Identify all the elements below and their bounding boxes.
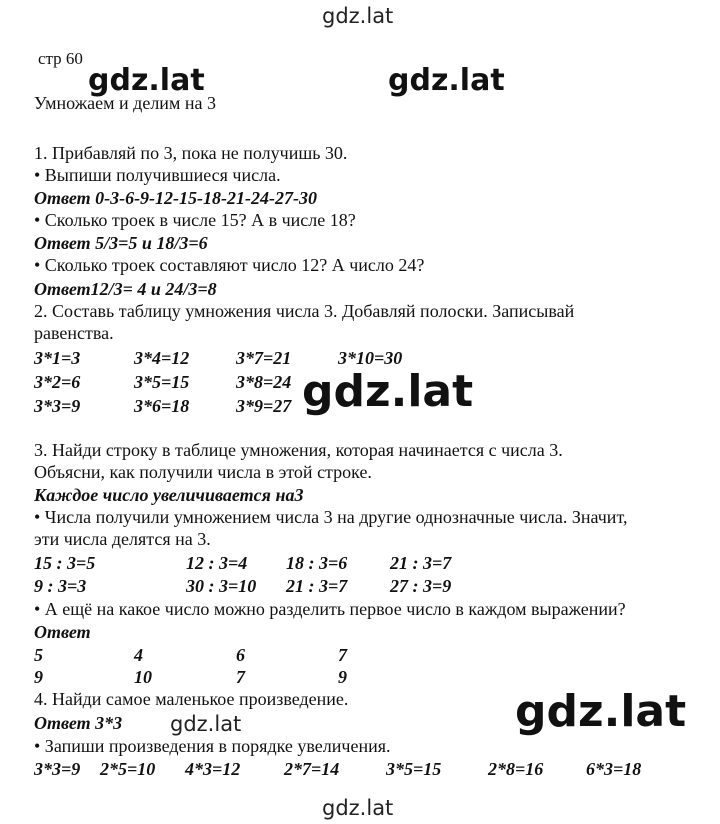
page-title: Умножаем и делим на 3 — [34, 93, 216, 113]
sequence-item: 3*3=9 — [34, 759, 81, 779]
watermark-header-right: gdz.lat — [388, 63, 505, 98]
task1-answer2: Ответ 5/3=5 и 18/3=6 — [34, 233, 208, 253]
task4-text: 4. Найди самое маленькое произведение. — [34, 689, 349, 709]
sequence-item: 3*5=15 — [386, 759, 442, 779]
task1-answer3: Ответ12/3= 4 и 24/3=8 — [34, 279, 217, 299]
division-cell: 9 : 3=3 — [34, 576, 87, 596]
sequence-item: 6*3=18 — [586, 759, 642, 779]
sequence-item: 2*8=16 — [488, 759, 544, 779]
watermark-inline: gdz.lat — [170, 712, 242, 736]
watermark-top: gdz.lat — [322, 4, 394, 28]
task3-line1: 3. Найди строку в таблице умножения, которая начинается с числа 3. — [34, 440, 563, 460]
answer-cell: 9 — [338, 667, 347, 687]
mult-table-cell: 3*9=27 — [236, 396, 292, 416]
watermark-middle: gdz.lat — [302, 366, 474, 417]
mult-table-cell: 3*10=30 — [338, 348, 403, 368]
sequence-item: 4*3=12 — [185, 759, 241, 779]
task4-bullet: • Запиши произведения в порядке увеличения. — [34, 736, 391, 756]
task4-answer: Ответ 3*3 — [34, 713, 123, 733]
mult-table-cell: 3*5=15 — [134, 372, 190, 392]
task1-text: 1. Прибавляй по 3, пока не получишь 30. — [34, 143, 348, 163]
watermark-bottom-right: gdz.lat — [515, 686, 687, 737]
task3-bullet1-line1: • Числа получили умножением числа 3 на другие однозначные числа. Значит, — [34, 507, 628, 527]
task3-answer-label: Ответ — [34, 622, 91, 642]
division-cell: 18 : 3=6 — [286, 553, 348, 573]
division-cell: 27 : 3=9 — [390, 576, 452, 596]
page-label: стр 60 — [38, 49, 83, 68]
mult-table-cell: 3*4=12 — [134, 348, 190, 368]
task3-bullet2: • А ещё на какое число можно разделить первое число в каждом выражении? — [34, 599, 626, 619]
task1-bullet3: • Сколько троек составляют число 12? А число 24? — [34, 255, 425, 275]
task1-answer1: Ответ 0-3-6-9-12-15-18-21-24-27-30 — [34, 188, 318, 208]
task2-line2: равенства. — [34, 323, 114, 343]
answer-cell: 9 — [34, 667, 43, 687]
task3-bullet1-line2: эти числа делятся на 3. — [34, 529, 211, 549]
task2-line1: 2. Составь таблицу умножения числа 3. Добавляй полоски. Записывай — [34, 301, 575, 321]
task1-bullet2: • Сколько троек в числе 15? А в числе 18? — [34, 210, 356, 230]
division-cell: 12 : 3=4 — [186, 553, 248, 573]
answer-cell: 7 — [236, 667, 245, 687]
answer-cell: 4 — [134, 645, 143, 665]
division-cell: 21 : 3=7 — [390, 553, 452, 573]
division-cell: 15 : 3=5 — [34, 553, 96, 573]
mult-table-cell: 3*7=21 — [236, 348, 292, 368]
task3-line2: Объясни, как получили числа в этой строке. — [34, 462, 372, 482]
watermark-bottom: gdz.lat — [322, 796, 394, 820]
answer-cell: 5 — [34, 645, 43, 665]
mult-table-cell: 3*1=3 — [34, 348, 81, 368]
division-cell: 21 : 3=7 — [286, 576, 348, 596]
answer-cell: 7 — [338, 645, 347, 665]
answer-cell: 10 — [134, 667, 152, 687]
task3-answer1: Каждое число увеличивается на3 — [34, 485, 304, 505]
sequence-item: 2*7=14 — [284, 759, 340, 779]
answer-cell: 6 — [236, 645, 245, 665]
mult-table-cell: 3*2=6 — [34, 372, 81, 392]
watermark-header-left: gdz.lat — [88, 63, 205, 98]
division-cell: 30 : 3=10 — [186, 576, 257, 596]
task1-bullet1: • Выпиши получившиеся числа. — [34, 165, 281, 185]
sequence-item: 2*5=10 — [100, 759, 156, 779]
mult-table-cell: 3*8=24 — [236, 372, 292, 392]
mult-table-cell: 3*3=9 — [34, 396, 81, 416]
mult-table-cell: 3*6=18 — [134, 396, 190, 416]
